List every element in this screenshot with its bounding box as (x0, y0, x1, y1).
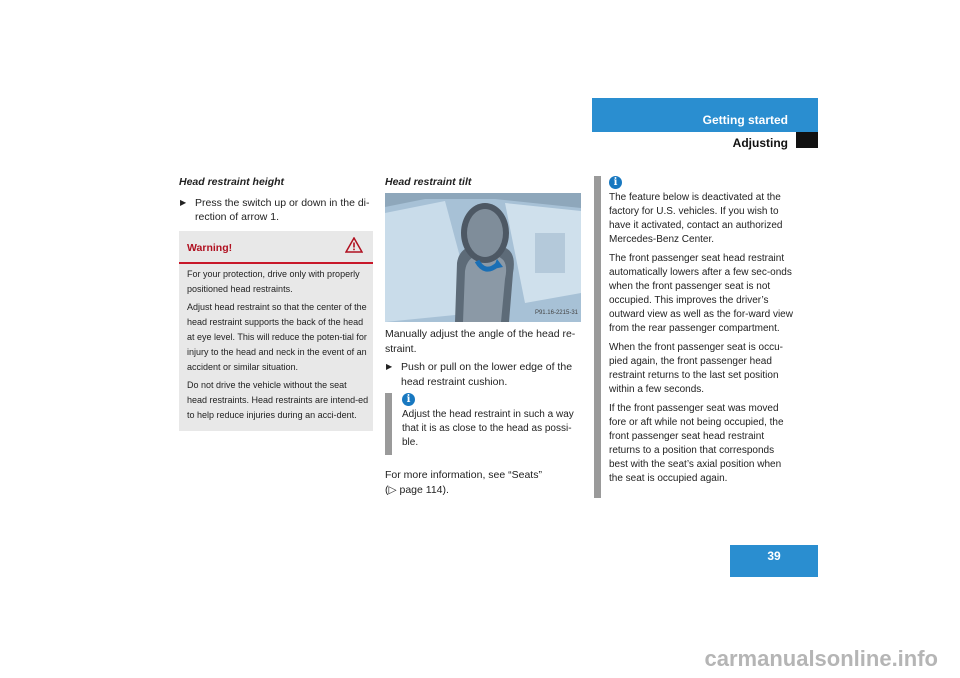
info-paragraph: When the front passenger seat is occu-pied again, the front passenger head restraint returns to the last set position within a few seconds. (609, 342, 783, 395)
info-note-box (402, 393, 582, 450)
warning-paragraph: Adjust head restraint so that the center of the head restraint supports the back of the head at eye level. This will reduce the poten-tial for injury to the head and neck in the event of an accident or similar situation. (187, 302, 367, 372)
page-number: 39 (767, 549, 781, 563)
warning-paragraph: For your protection, drive only with properly positioned head restraints. (187, 269, 360, 294)
step-press-switch: ▶ Press the switch up or down in the di-rection of arrow 1. (179, 196, 375, 225)
image-code: P91.16-2215-31 (534, 309, 578, 316)
info-note-text: Adjust the head restraint in such a way that it is as close to the head as possi-ble. (402, 409, 574, 448)
info-paragraph: The feature below is deactivated at the factory for U.S. vehicles. If you wish to have it activated, contact an authorized Mercedes-Benz Center. (609, 192, 783, 245)
page-reference-link[interactable]: (▷ page 114). (385, 483, 449, 496)
watermark (0, 646, 960, 671)
heading-head-restraint-tilt-wrap (385, 175, 581, 190)
info-panel-bar (594, 176, 601, 498)
subsection-title: Adjusting (732, 136, 788, 150)
warning-paragraph: Do not drive the vehicle without the seat head restraints. Head restraints are intend-ed to help reduce injuries during an acci-dent. (187, 380, 369, 420)
column-head-restraint-tilt (385, 327, 581, 389)
warning-body (187, 267, 369, 426)
more-info-line: For more information, see “Seats” (385, 469, 542, 481)
section-tab-marker (796, 132, 818, 148)
info-icon: i (402, 393, 415, 406)
info-panel (609, 176, 793, 491)
more-info (385, 468, 581, 497)
warning-label: Warning! (187, 242, 233, 254)
info-paragraph: If the front passenger seat was moved fore or aft while not being occupied, the front passenger seat head restraint returns to a position that corresponds best with the seat’s axial position when the seat is occupied again. (609, 403, 784, 484)
warning-box (179, 231, 373, 431)
watermark-text: carmanualsonline.info (704, 646, 938, 671)
warning-header (179, 231, 373, 264)
section-title: Getting started (702, 113, 788, 127)
step-push-pull: ▶ Push or pull on the lower edge of the head restraint cushion. (385, 360, 581, 389)
info-note-bar (385, 393, 392, 455)
heading-head-restraint-height: Head restraint height (179, 176, 285, 188)
column-head-restraint-height (179, 175, 375, 225)
warning-triangle-icon (345, 237, 363, 258)
heading-head-restraint-tilt: Head restraint tilt (385, 176, 472, 188)
info-icon: i (609, 176, 622, 189)
info-paragraph: The front passenger seat head restraint automatically lowers after a few sec-onds when the front passenger seat is not occupied. This improves the driver’s outward view as well as the for-ward view from the rear passenger compartment. (609, 253, 793, 334)
headrest-tilt-illustration (385, 193, 581, 322)
tilt-intro: Manually adjust the angle of the head re-straint. (385, 328, 576, 355)
